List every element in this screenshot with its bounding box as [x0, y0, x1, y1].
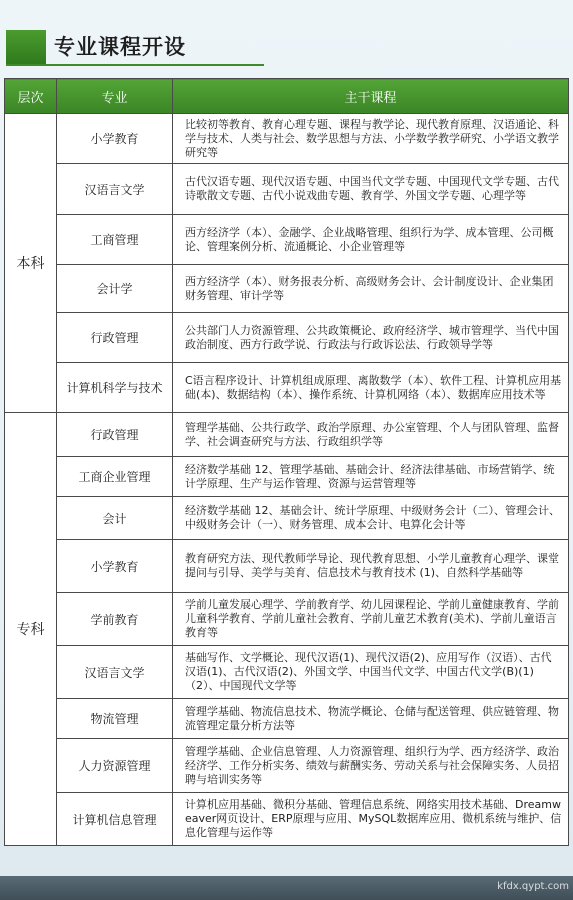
courses-cell: 公共部门人力资源管理、公共政策概论、政府经济学、城市管理学、当代中国政治制度、西方行政学说、行政法与行政诉讼法、行政领导学等 [173, 313, 569, 363]
courses-cell: 管理学基础、公共行政学、政治学原理、办公室管理、个人与团队管理、监督学、社会调查研究与方法、行政组织学等 [173, 413, 569, 457]
footer-watermark: kfdx.qypt.com [497, 881, 569, 892]
major-cell: 小学教育 [57, 114, 173, 164]
major-cell: 计算机信息管理 [57, 793, 173, 846]
major-cell: 物流管理 [57, 699, 173, 739]
major-cell: 计算机科学与技术 [57, 363, 173, 413]
table-row [5, 164, 569, 215]
table-row [5, 739, 569, 793]
major-cell: 会计 [57, 497, 173, 540]
courses-cell: 经济数学基础 12、管理学基础、基础会计、经济法律基础、市场营销学、统计学原理、生产与运作管理、资源与运营管理等 [173, 457, 569, 497]
table-row [5, 114, 569, 164]
courses-cell: C语言程序设计、计算机组成原理、离散数学（本）、软件工程、计算机应用基础(本)、数据结构（本）、操作系统、计算机网络（本）、数据库应用技术等 [173, 363, 569, 413]
table-row [5, 593, 569, 646]
table-row [5, 457, 569, 497]
header-level: 层次 [5, 79, 57, 114]
header-courses: 主干课程 [173, 79, 569, 114]
title-accent-block [6, 30, 46, 64]
courses-cell: 经济数学基础 12、基础会计、统计学原理、中级财务会计（二）、管理会计、中级财务会计（一）、财务管理、成本会计、电算化会计等 [173, 497, 569, 540]
section-title-bar [6, 30, 264, 66]
major-cell: 工商管理 [57, 215, 173, 265]
major-cell: 行政管理 [57, 413, 173, 457]
major-cell: 会计学 [57, 265, 173, 313]
table-row [5, 793, 569, 846]
major-cell: 汉语言文学 [57, 646, 173, 699]
major-cell: 人力资源管理 [57, 739, 173, 793]
major-cell: 小学教育 [57, 540, 173, 593]
table-header-row [5, 79, 569, 114]
courses-cell: 管理学基础、企业信息管理、人力资源管理、组织行为学、西方经济学、政治经济学、工作分析实务、绩效与薪酬实务、劳动关系与社会保障实务、人员招聘与培训实务等 [173, 739, 569, 793]
courses-cell: 比较初等教育、教育心理专题、课程与教学论、现代教育原理、汉语通论、科学与技术、人类与社会、数学思想与方法、小学数学教学研究、小学语文教学研究等 [173, 114, 569, 164]
footer-bar [0, 876, 573, 900]
table-row [5, 313, 569, 363]
courses-cell: 学前儿童发展心理学、学前教育学、幼儿园课程论、学前儿童健康教育、学前儿童科学教育、学前儿童社会教育、学前儿童艺术教育(美术)、学前儿童语言教育等 [173, 593, 569, 646]
courses-cell: 基础写作、文学概论、现代汉语(1)、现代汉语(2)、应用写作（汉语）、古代汉语(1)、古代汉语(2)、外国文学、中国当代文学、中国古代文学(B)(1)（2）、中国现代文学等 [173, 646, 569, 699]
table-row [5, 540, 569, 593]
level-cell-undergraduate: 本科 [5, 114, 57, 413]
major-cell: 行政管理 [57, 313, 173, 363]
page-title: 专业课程开设 [54, 35, 186, 59]
courses-cell: 管理学基础、物流信息技术、物流学概论、仓储与配送管理、供应链管理、物流管理定量分析方法等 [173, 699, 569, 739]
table-row [5, 363, 569, 413]
courses-cell: 古代汉语专题、现代汉语专题、中国当代文学专题、中国现代文学专题、古代诗歌散文专题、古代小说戏曲专题、教育学、外国文学专题、心理学等 [173, 164, 569, 215]
courses-cell: 教育研究方法、现代教师学导论、现代教育思想、小学儿童教育心理学、课堂提问与引导、美学与美育、信息技术与教育技术 (1)、自然科学基础等 [173, 540, 569, 593]
table-row [5, 646, 569, 699]
header-major: 专业 [57, 79, 173, 114]
table-row [5, 497, 569, 540]
table-row [5, 699, 569, 739]
courses-cell: 西方经济学（本）、财务报表分析、高级财务会计、会计制度设计、企业集团财务管理、审计学等 [173, 265, 569, 313]
major-cell: 学前教育 [57, 593, 173, 646]
courses-cell: 计算机应用基础、微积分基础、管理信息系统、网络实用技术基础、Dreamweaver网页设计、ERP原理与应用、MySQL数据库应用、微机系统与维护、信息化管理与运作等 [173, 793, 569, 846]
table-row [5, 215, 569, 265]
table-row [5, 413, 569, 457]
course-table [4, 78, 569, 846]
major-cell: 工商企业管理 [57, 457, 173, 497]
table-row [5, 265, 569, 313]
major-cell: 汉语言文学 [57, 164, 173, 215]
courses-cell: 西方经济学（本）、金融学、企业战略管理、组织行为学、成本管理、公司概论、管理案例分析、流通概论、小企业管理等 [173, 215, 569, 265]
level-cell-junior-college: 专科 [5, 413, 57, 846]
